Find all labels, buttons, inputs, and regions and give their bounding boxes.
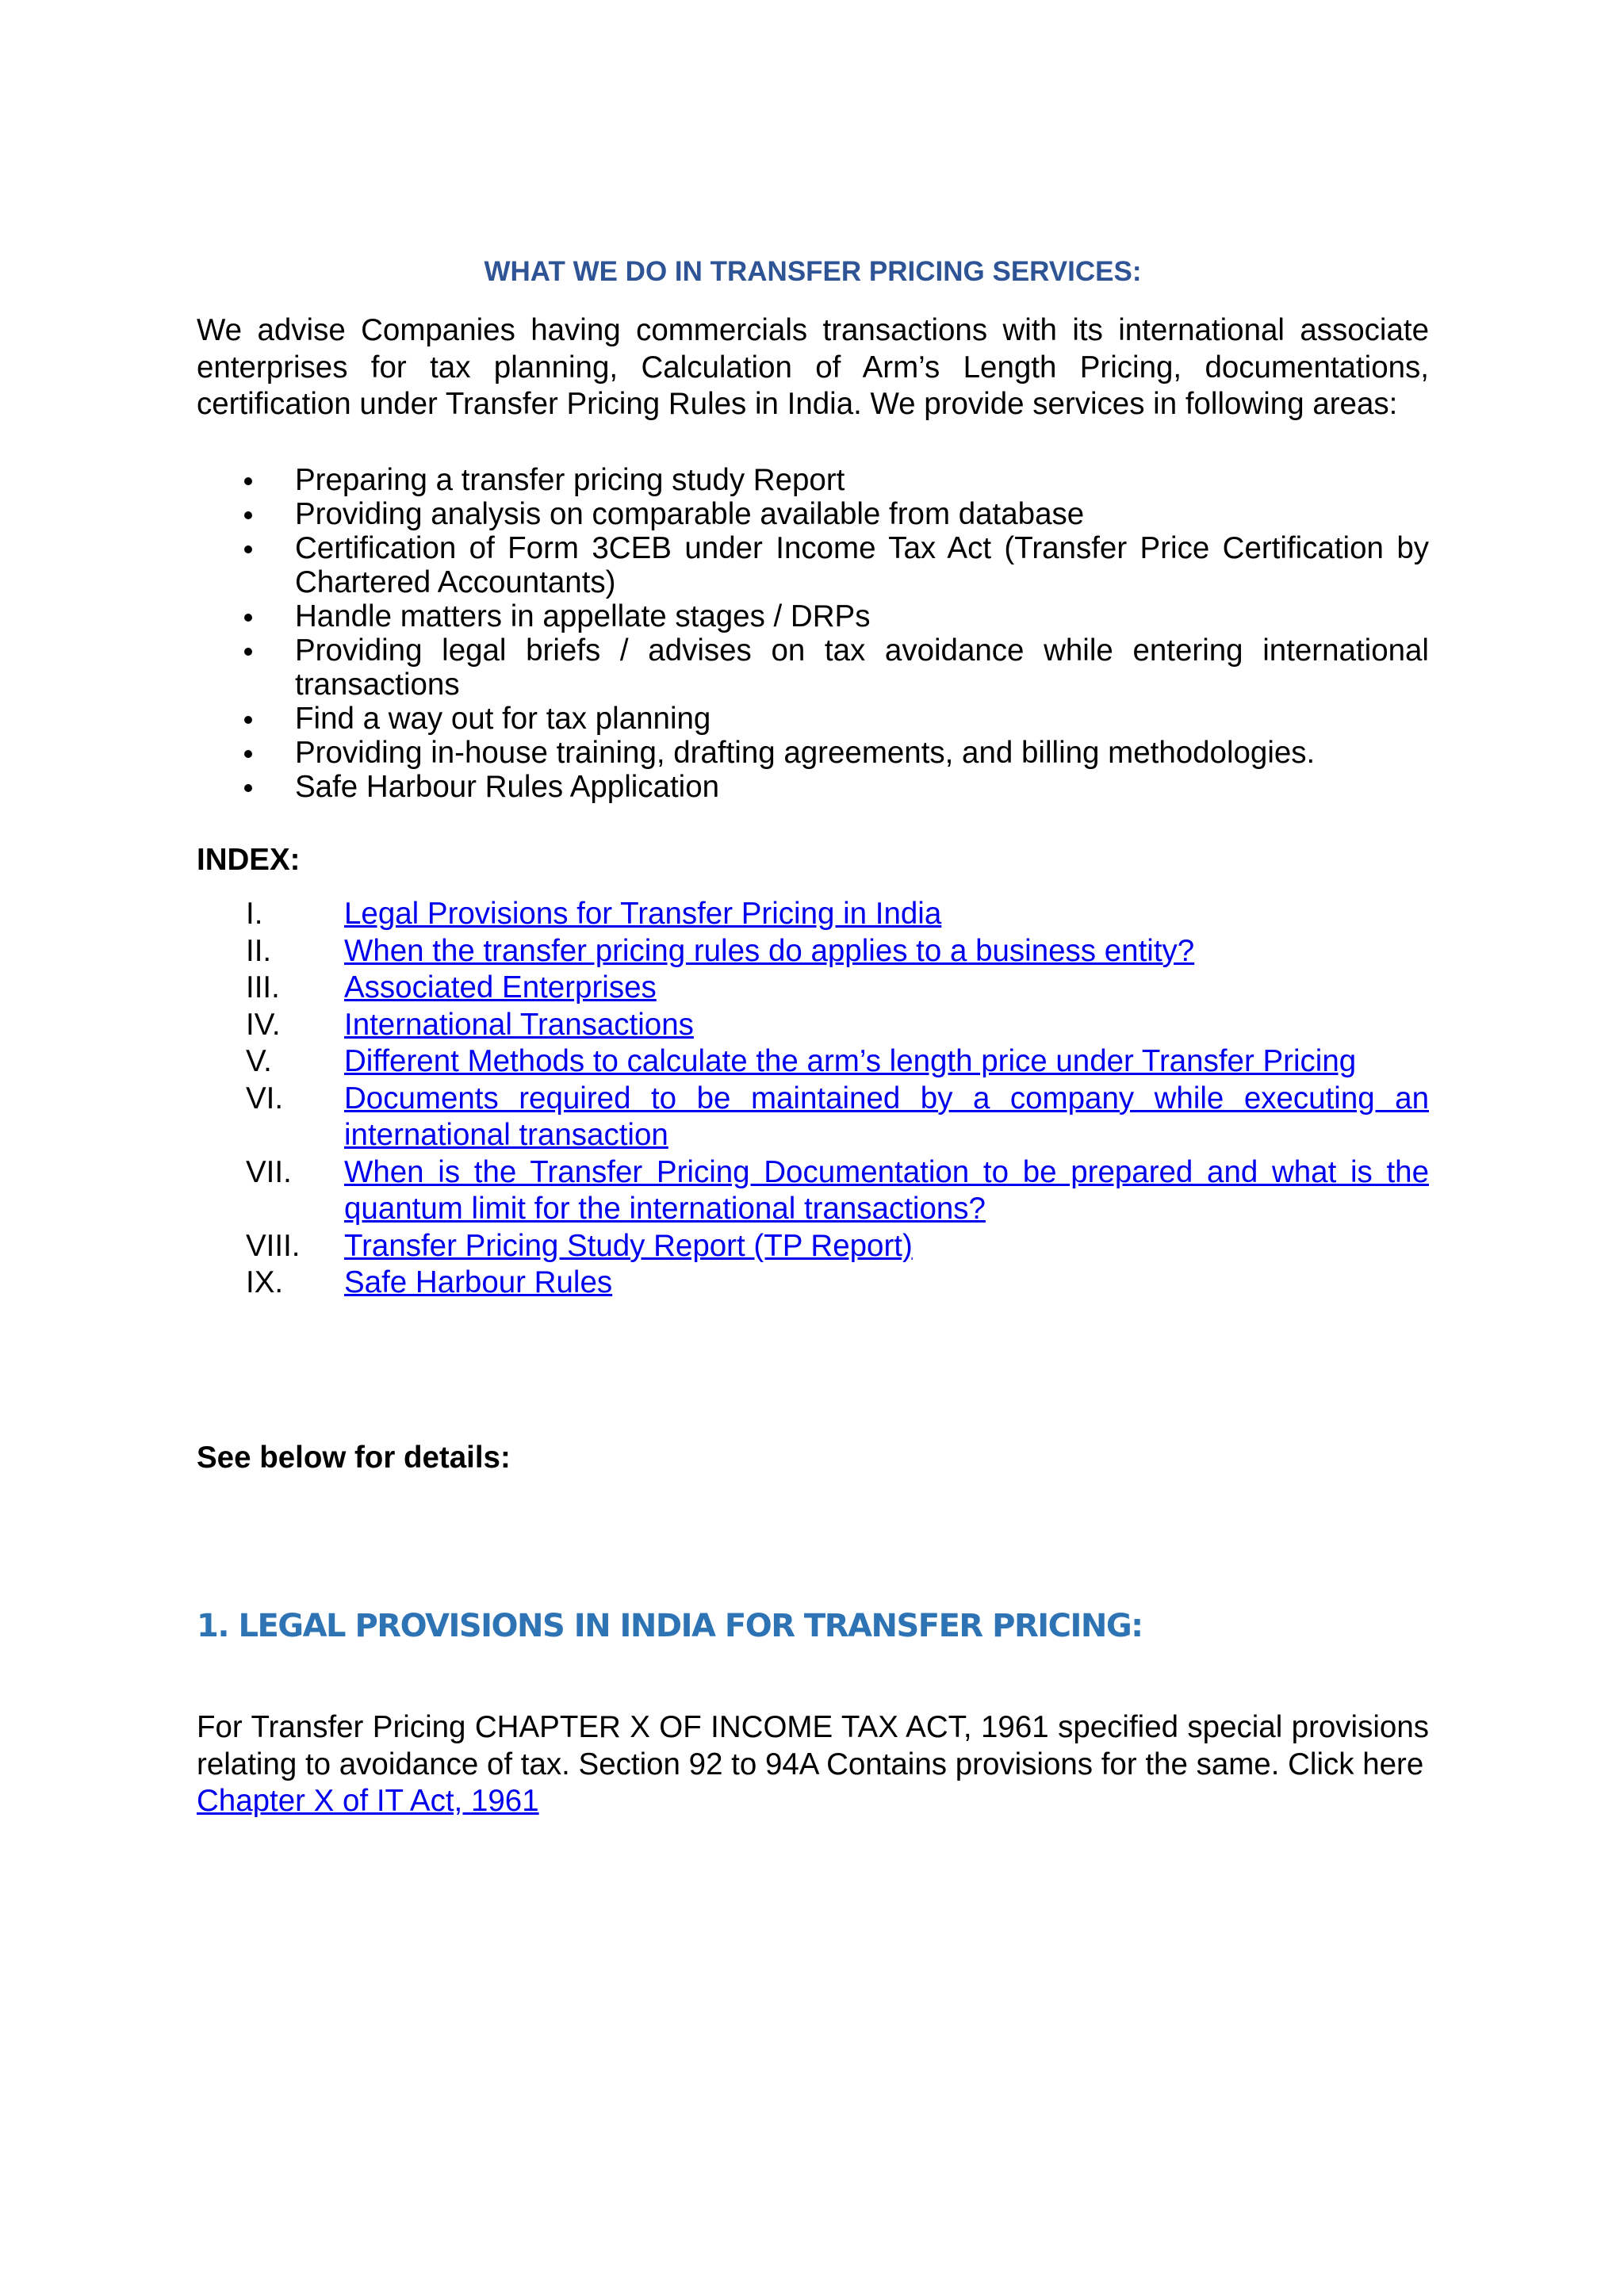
list-item-text: Providing analysis on comparable available from database <box>295 496 1085 531</box>
index-number: V. <box>246 1044 272 1078</box>
index-link-methods[interactable]: Different Methods to calculate the arm’s length price under Transfer Pricing <box>344 1044 1357 1078</box>
index-link-documentation-timing[interactable]: When is the Transfer Pricing Documentation to be prepared and what is the quantum limit for the international transactions? <box>344 1154 1429 1226</box>
services-list <box>197 463 1429 804</box>
list-item-text: Handle matters in appellate stages / DRPs <box>295 599 871 633</box>
bullet-icon <box>244 477 252 485</box>
index-number: II. <box>246 933 272 968</box>
list-item-text: Providing in-house training, drafting agreements, and billing methodologies. <box>295 735 1316 770</box>
index-link-associated-enterprises[interactable]: Associated Enterprises <box>344 970 657 1004</box>
list-item <box>197 531 1429 599</box>
list-item <box>197 633 1429 702</box>
index-item <box>197 1154 1429 1228</box>
index-number: IX. <box>246 1265 284 1299</box>
section-heading-legal-provisions: 1. LEGAL PROVISIONS IN INDIA FOR TRANSFER PRICING: <box>197 1608 1143 1644</box>
index-link-documents-required[interactable]: Documents required to be maintained by a company while executing an international transaction <box>344 1081 1429 1152</box>
index-item <box>197 1007 1429 1044</box>
index-number: IV. <box>246 1007 281 1042</box>
list-item-text: Certification of Form 3CEB under Income Tax Act (Transfer Price Certification by Chartered Accountants) <box>295 530 1429 599</box>
index-item <box>197 1043 1429 1081</box>
index-item <box>197 1265 1429 1302</box>
index-number: I. <box>246 897 263 931</box>
index-link-tp-report[interactable]: Transfer Pricing Study Report (TP Report) <box>344 1228 913 1263</box>
index-link-safe-harbour[interactable]: Safe Harbour Rules <box>344 1265 613 1299</box>
list-item-text: Providing legal briefs / advises on tax avoidance while entering international transactions <box>295 633 1429 702</box>
bullet-icon <box>244 750 252 758</box>
index-number: VIII. <box>246 1228 301 1263</box>
bullet-icon <box>244 614 252 622</box>
list-item <box>197 463 1429 497</box>
index-heading: INDEX: <box>197 842 301 877</box>
section-body <box>197 1709 1429 1820</box>
details-label: See below for details: <box>197 1440 511 1475</box>
list-item <box>197 599 1429 633</box>
index-item <box>197 933 1429 970</box>
list-item-text: Safe Harbour Rules Application <box>295 769 720 804</box>
index-item <box>197 970 1429 1007</box>
list-item <box>197 702 1429 736</box>
list-item <box>197 497 1429 531</box>
bullet-icon <box>244 716 252 724</box>
chapter-x-link[interactable]: Chapter X of IT Act, 1961 <box>197 1784 539 1818</box>
section-body-text: For Transfer Pricing CHAPTER X OF INCOME TAX ACT, 1961 specified special provisions relating to avoidance of tax. Section 92 to 94A Contains provisions for the same. Click here <box>197 1710 1429 1781</box>
index-item <box>197 1081 1429 1154</box>
index-item <box>197 1228 1429 1265</box>
index-link-legal-provisions[interactable]: Legal Provisions for Transfer Pricing in India <box>344 897 942 931</box>
document-page <box>197 254 1429 1820</box>
index-item <box>197 896 1429 933</box>
intro-paragraph: We advise Companies having commercials transactions with its international associate enterprises for tax planning, Calculation of Arm’s Length Pricing, documentations, certification under Transfer Pricing Rules in India. We provide services in following areas: <box>197 313 1429 421</box>
list-item-text: Find a way out for tax planning <box>295 701 711 736</box>
bullet-icon <box>244 511 252 519</box>
index-number: VI. <box>246 1081 284 1115</box>
bullet-icon <box>244 648 252 656</box>
index-list <box>197 896 1429 1302</box>
bullet-icon <box>244 784 252 792</box>
index-link-applicability[interactable]: When the transfer pricing rules do applies to a business entity? <box>344 933 1195 968</box>
index-number: VII. <box>246 1154 292 1189</box>
index-link-international-transactions[interactable]: International Transactions <box>344 1007 694 1042</box>
index-number: III. <box>246 970 280 1004</box>
bullet-icon <box>244 545 252 553</box>
list-item <box>197 770 1429 804</box>
list-item <box>197 736 1429 770</box>
list-item-text: Preparing a transfer pricing study Report <box>295 462 845 497</box>
page-title: WHAT WE DO IN TRANSFER PRICING SERVICES: <box>484 256 1142 287</box>
